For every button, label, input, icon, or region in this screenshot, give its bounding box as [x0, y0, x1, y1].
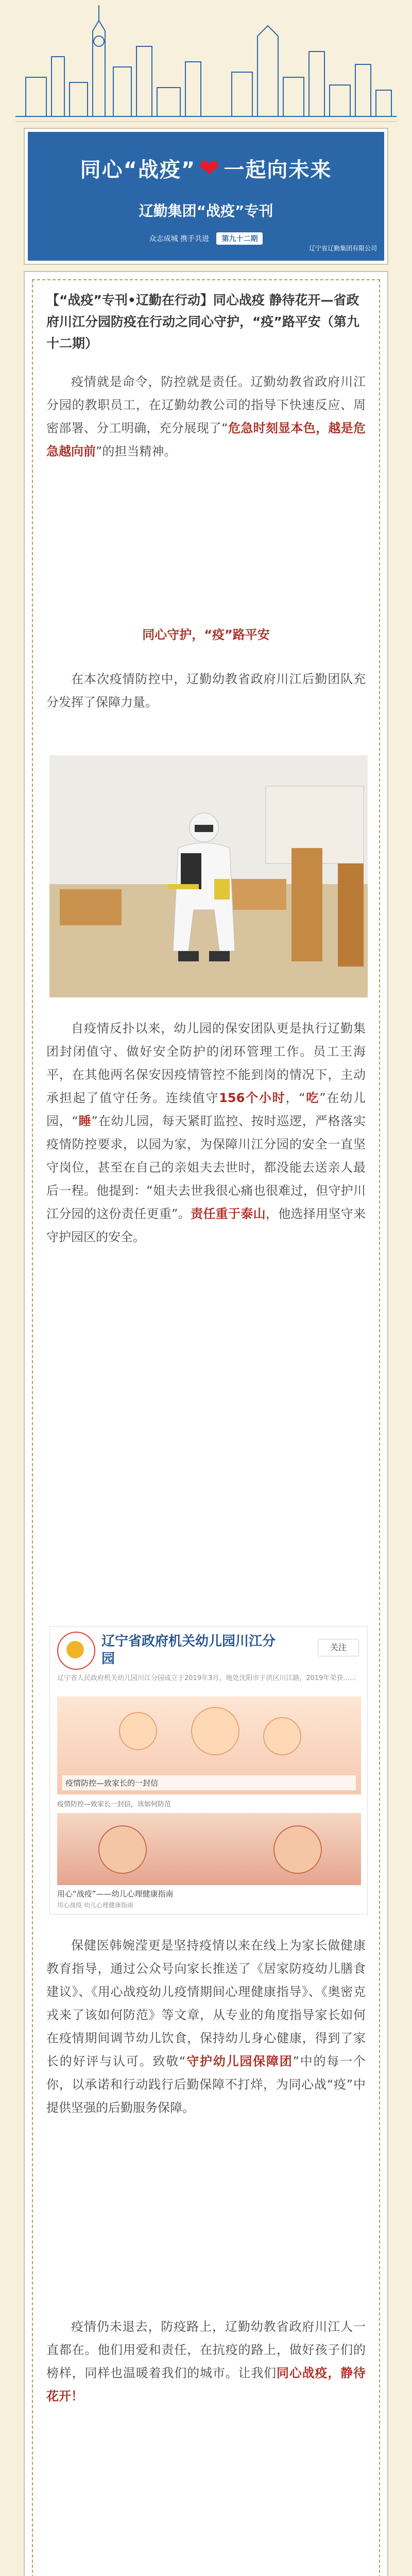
embedded-account-screenshot	[49, 1626, 368, 1914]
p3-highlight-sleep: 睡	[78, 1114, 92, 1128]
photo-staff-disinfecting	[49, 755, 368, 997]
banner-motto-row	[28, 232, 384, 245]
account-intro: 辽宁省人民政府机关幼儿园川江分园成立于2019年3月，地处沈阳市于洪区川江路，2019年荣获……	[57, 1674, 357, 1682]
p3-text-d: ”在幼儿园，每天紧盯监控、按时巡逻，严格落实疫情防控要求，以园为家，为保障川江分园的安全一直坚守岗位，甚至在自己的亲姐夫去世时，都没能去送亲人最后一程。他提到：“姐夫去世我很心痛也很难过，但守护川江分园的这份责任更重”。	[46, 1114, 366, 1221]
p1-highlight: 危急时刻显本色，越是危急越向前	[46, 421, 366, 459]
article1-tag: 疫情防控—致家长一封信，该如何防范	[57, 1801, 171, 1808]
article2-title: 用心“战疫”——幼儿心理健康指南	[57, 1889, 174, 1899]
p1-text-end: ”的担当精神。	[96, 444, 177, 459]
p3-text-c: ”在幼儿园，“	[46, 1091, 366, 1128]
article-thumbnail-1[interactable]	[57, 1697, 361, 1794]
paragraph-5	[46, 2315, 366, 2408]
section-subheading: 同心守护，“疫”路平安	[142, 628, 270, 642]
p3-highlight-hours: 156个小时	[219, 1091, 286, 1105]
p1-text: 疫情就是命令，防控就是责任。辽勤幼教省政府川江分园的教职员工，在辽勤幼教公司的指导下快速反应、周密部署、分工明确，充分展现了“	[46, 375, 366, 435]
issue-badge: 第九十二期	[216, 232, 263, 245]
article-thumbnail-2[interactable]	[57, 1813, 361, 1885]
header-banner	[25, 129, 387, 264]
p4-text-b: ”中的每一个你，以承诺和行动践行后勤保障不打烊，为同心战“疫”中提供坚强的后勤服务保障。	[46, 2054, 366, 2115]
heart-icon: ❤	[199, 154, 221, 183]
banner-subtitle: 辽勤集团“战疫”专刊	[139, 202, 273, 219]
article2-sub: 用心战疫 幼儿心理健康指南	[57, 1902, 133, 1909]
p3-text-e: ，他选择用坚守来守护园区的安全。	[46, 1207, 366, 1244]
article-card	[25, 272, 387, 2576]
banner-logo: 辽宁省辽勤集团有限公司	[308, 245, 377, 252]
article-title: 【“战疫”专刊•辽勤在行动】同心战疫 静待花开—省政府川江分园防疫在行动之同心守护，“疫”路平安（第九十二期）	[46, 293, 359, 351]
headline-left: 同心“战疫”	[80, 158, 196, 182]
city-skyline-illustration	[15, 0, 397, 124]
p3-highlight-responsibility: 责任重于泰山	[191, 1207, 266, 1221]
child-illustration-icon	[119, 1712, 157, 1750]
p4-text-a: 保健医韩婉滢更是坚持疫情以来在线上为家长做健康教育指导，通过公众号向家长推送了《居家防疫幼儿膳食建议》、《用心战疫幼儿疫情期间心理健康指导》、《奥密克戎来了该如何防范》等文章，从专业的角度指导家长如何在疫情期间调节幼儿饮食，保持幼儿身心健康，得到了家长的好评与认可。致敬“	[46, 1938, 366, 2069]
account-avatar	[57, 1632, 95, 1670]
banner-headline	[28, 154, 384, 183]
doctor-illustration-icon	[263, 1717, 301, 1755]
p5-text: 疫情仍未退去，防疫路上，辽勤幼教省政府川江人一直都在。他们用爱和责任，在抗疫的路上，做好孩子们的榜样，同样也温暖着我们的城市。让我们	[46, 2319, 366, 2380]
p4-highlight: 守护幼儿园保障团	[185, 2054, 293, 2069]
paragraph-1	[46, 370, 366, 463]
child-face-icon	[98, 1825, 147, 1874]
p3-highlight-eat: 吃	[305, 1091, 320, 1105]
photo-illustration	[49, 755, 368, 997]
banner-motto: 众志成城 携手共进	[149, 235, 209, 243]
avatar-sun-icon	[66, 1641, 84, 1658]
hands-heart-icon	[273, 1825, 322, 1874]
paragraph-3	[46, 1017, 366, 1249]
account-name: 辽宁省政府机关幼儿园川江分园	[101, 1634, 276, 1667]
paragraph-2: 在本次疫情防控中，辽勤幼教省政府川江后勤团队充分发挥了保障力量。	[46, 672, 366, 709]
p3-text-a: 自疫情反扑以来，幼儿园的保安团队更是执行辽勤集团封闭值守、做好安全防护的闭环管理工作。员工王海平，在其他两名保安因疫情管控不能到岗的情况下，主动承担起了值守任务。连续值守	[46, 1021, 366, 1105]
parent-illustration-icon	[191, 1707, 239, 1755]
headline-right: 一起向未来	[224, 158, 332, 182]
follow-button[interactable]: 关注	[318, 1639, 359, 1656]
paragraph-4	[46, 1934, 366, 2120]
p3-text-b: ，“	[285, 1091, 305, 1105]
p5-highlight: 同心战疫，静待花开！	[46, 2366, 366, 2403]
dashed-border	[32, 279, 380, 2576]
article1-caption: 疫情防控—致家长的一封信	[62, 1775, 356, 1790]
